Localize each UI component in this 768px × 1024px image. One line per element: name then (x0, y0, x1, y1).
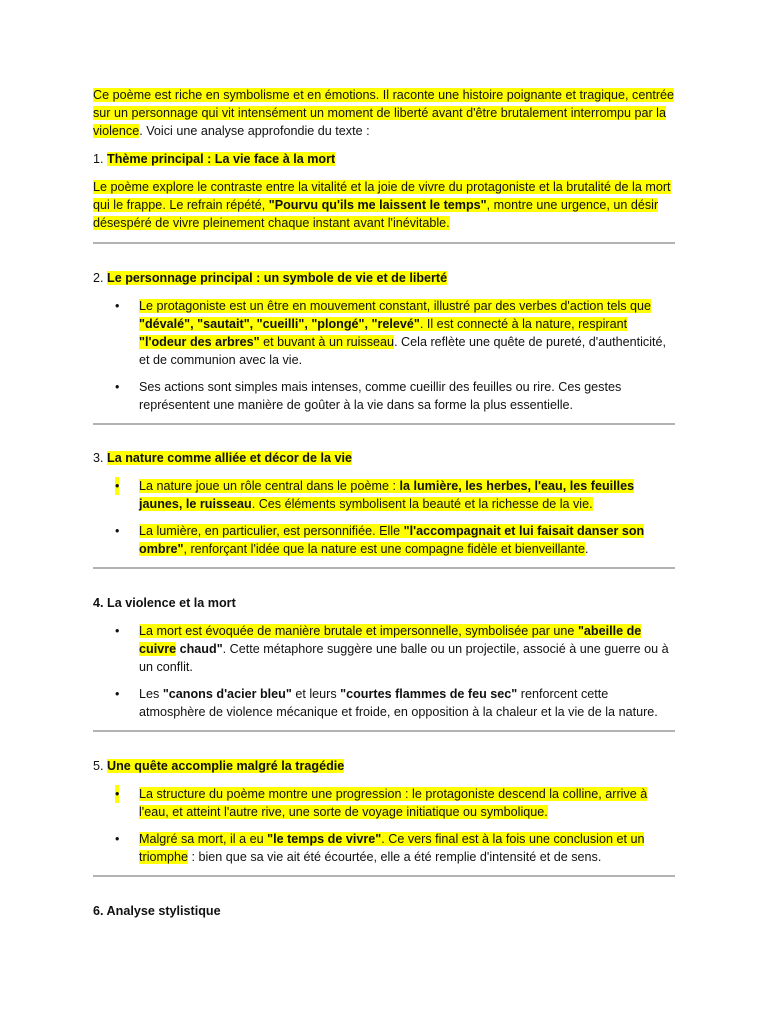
divider-5 (93, 875, 675, 877)
s5-b2-text-c: : bien que sa vie ait été écourtée, elle a été remplie d'intensité et de sens. (188, 850, 602, 864)
section-5-title: Une quête accomplie malgré la tragédie (107, 759, 345, 773)
s5-b1-text: La structure du poème montre une progression : le protagoniste descend la colline, arrive à l'eau, et atteint l'autre rive, une sorte de voyage initiatique ou symbolique. (139, 787, 648, 819)
section-2-title: Le personnage principal : un symbole de vie et de liberté (107, 271, 448, 285)
section-3-heading (93, 449, 675, 467)
s4-b1-quote-b: chaud" (176, 642, 223, 656)
s5-b2-text-a: Malgré sa mort, il a eu (139, 832, 268, 846)
intro-rest: . Voici une analyse approfondie du texte : (139, 124, 370, 138)
section-1-number: 1. (93, 152, 108, 166)
list-item (93, 378, 675, 414)
bullet-icon: • (115, 687, 120, 701)
section-3-title: La nature comme alliée et décor de la vie (107, 451, 352, 465)
s4-b2-quote-b: "courtes flammes de feu sec" (340, 687, 518, 701)
list-item (93, 522, 675, 558)
s4-b1-quote-a: "abeille de cuivre (139, 624, 642, 656)
bullet-icon: • (115, 479, 120, 493)
bullet-icon: • (115, 832, 120, 846)
divider-1 (93, 242, 675, 244)
divider-4 (93, 730, 675, 732)
section-1-text-a: Le poème explore le contraste entre la vitalité et la joie de vivre du protagoniste et la brutalité de la mort qui le frappe. Le refrain répété, (93, 180, 671, 212)
section-6-title: 6. Analyse stylistique (93, 904, 221, 918)
s3-b2-text-c: . (584, 542, 589, 556)
section-4-heading (93, 594, 675, 612)
section-1-quote: "Pourvu qu'ils me laissent le temps" (268, 198, 487, 212)
bullet-icon: • (115, 524, 120, 538)
s2-b1-quote-a: "dévalé", "sautait", "cueilli", "plongé", "relevé" (139, 317, 420, 331)
section-1-text-b: , montre une urgence, un désir désespéré de vivre pleinement chaque instant avant l'inévitable. (93, 198, 659, 230)
s3-b2-quote: "l'accompagnait et lui faisait danser son ombre" (139, 524, 645, 556)
section-5-list (93, 785, 675, 866)
s2-b2-text: Ses actions sont simples mais intenses, comme cueillir des feuilles ou rire. Ces gestes représentent une manière de goûter à la vie dans sa forme la plus essentielle. (139, 380, 622, 412)
list-item (93, 685, 675, 721)
section-2-number: 2. (93, 271, 108, 285)
section-4-title: 4. La violence et la mort (93, 596, 236, 610)
divider-3 (93, 567, 675, 569)
document-body (93, 86, 675, 930)
s5-b2-quote: "le temps de vivre" (267, 832, 382, 846)
s4-b2-text-b: et leurs (291, 687, 341, 701)
s4-b2-text-c: renforcent cette atmosphère de violence mécanique et froide, en opposition à la chaleur et la vie de la nature. (139, 687, 658, 719)
s3-b1-quote: la lumière, les herbes, l'eau, les feuilles jaunes, le ruisseau (139, 479, 635, 511)
intro-highlight: Ce poème est riche en symbolisme et en émotions. Il raconte une histoire poignante et tragique, centrée sur un personnage qui vit intensément un moment de liberté avant d'être brutalement interrompu par la violence (93, 88, 675, 138)
list-item (93, 830, 675, 866)
list-item (93, 785, 675, 821)
section-1-heading (93, 150, 675, 168)
s3-b2-text-a: La lumière, en particulier, est personnifiée. Elle (139, 524, 404, 538)
s2-b1-text-b: . Il est connecté à la nature, respirant (419, 317, 628, 331)
s2-b1-text-a: Le protagoniste est un être en mouvement constant, illustré par des verbes d'action tels que (139, 299, 652, 313)
list-item (93, 477, 675, 513)
section-5-number: 5. (93, 759, 108, 773)
section-2-list (93, 297, 675, 414)
s2-b1-text-c: et buvant à un ruisseau (259, 335, 395, 349)
s3-b1-text-b: . Ces éléments symbolisent la beauté et la richesse de la vie. (251, 497, 593, 511)
section-3-list (93, 477, 675, 558)
bullet-icon: • (115, 380, 120, 394)
s4-b1-text-a: La mort est évoquée de manière brutale et impersonnelle, symbolisée par une (139, 624, 578, 638)
s2-b1-quote-b: "l'odeur des arbres" (139, 335, 260, 349)
s3-b2-text-b: , renforçant l'idée que la nature est une compagne fidèle et bienveillante (183, 542, 585, 556)
bullet-icon: • (115, 787, 120, 801)
bullet-icon: • (115, 299, 120, 313)
intro-paragraph (93, 86, 675, 140)
s4-b1-text-b: . Cette métaphore suggère une balle ou un projectile, associé à une guerre ou à un conflit. (139, 642, 669, 674)
section-4-list (93, 622, 675, 721)
divider-2 (93, 423, 675, 425)
section-6-heading (93, 902, 675, 920)
s4-b2-quote-a: "canons d'acier bleu" (162, 687, 292, 701)
section-5-heading (93, 757, 675, 775)
s5-b2-text-b: . Ce vers final est à la fois une conclusion et un triomphe (139, 832, 645, 864)
s2-b1-text-d: . Cela reflète une quête de pureté, d'authenticité, et de communion avec la vie. (139, 335, 667, 367)
s4-b2-text-a: Les (139, 687, 163, 701)
section-2-heading (93, 269, 675, 287)
bullet-icon: • (115, 624, 120, 638)
section-3-number: 3. (93, 451, 108, 465)
list-item (93, 297, 675, 369)
s3-b1-text-a: La nature joue un rôle central dans le poème : (139, 479, 400, 493)
section-1-paragraph (93, 178, 675, 232)
section-1-title: Thème principal : La vie face à la mort (107, 152, 336, 166)
list-item (93, 622, 675, 676)
